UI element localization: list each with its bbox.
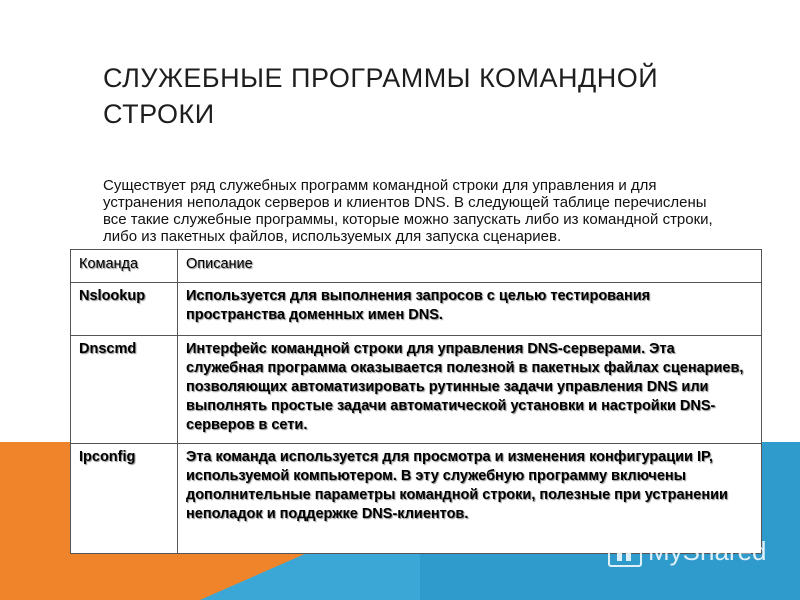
table-header-row [71,250,762,283]
header-command: Команда [71,250,178,283]
chart-board-icon [608,537,642,567]
command-cell: Nslookup [71,283,178,336]
command-cell: Dnscmd [71,336,178,444]
header-description: Описание [178,250,762,283]
table-row [71,283,762,336]
description-cell: Используется для выполнения запросов с целью тестирования пространства доменных имен DNS. [178,283,762,336]
intro-paragraph: Существует ряд служебных программ командной строки для управления и для устранения неполадок серверов и клиентов DNS. В следующей таблице перечислены все такие служебные программы, которые можно запускать либо из командной строки, либо из пакетных файлов, используемых для запуска сценариев. [103,177,713,245]
slide-title: СЛУЖЕБНЫЕ ПРОГРАММЫ КОМАНДНОЙ СТРОКИ [103,63,659,129]
commands-table [70,249,762,554]
description-cell: Эта команда используется для просмотра и изменения конфигурации IP, используемой компьютером. В эту служебную программу включены дополнительные параметры командной строки, полезные при устранении неполадок и поддержке DNS-клиентов. [178,444,762,554]
description-cell: Интерфейс командной строки для управления DNS-серверами. Эта служебная программа оказывается полезной в пакетных файлах сценариев, позволяющих автоматизировать рутинные задачи управления DNS или выполнять простые задачи автоматической установки и настройки DNS-серверов в сети. [178,336,762,444]
watermark [608,536,767,567]
command-cell: Ipconfig [71,444,178,554]
table-row [71,336,762,444]
watermark-text: MyShared [648,536,767,566]
